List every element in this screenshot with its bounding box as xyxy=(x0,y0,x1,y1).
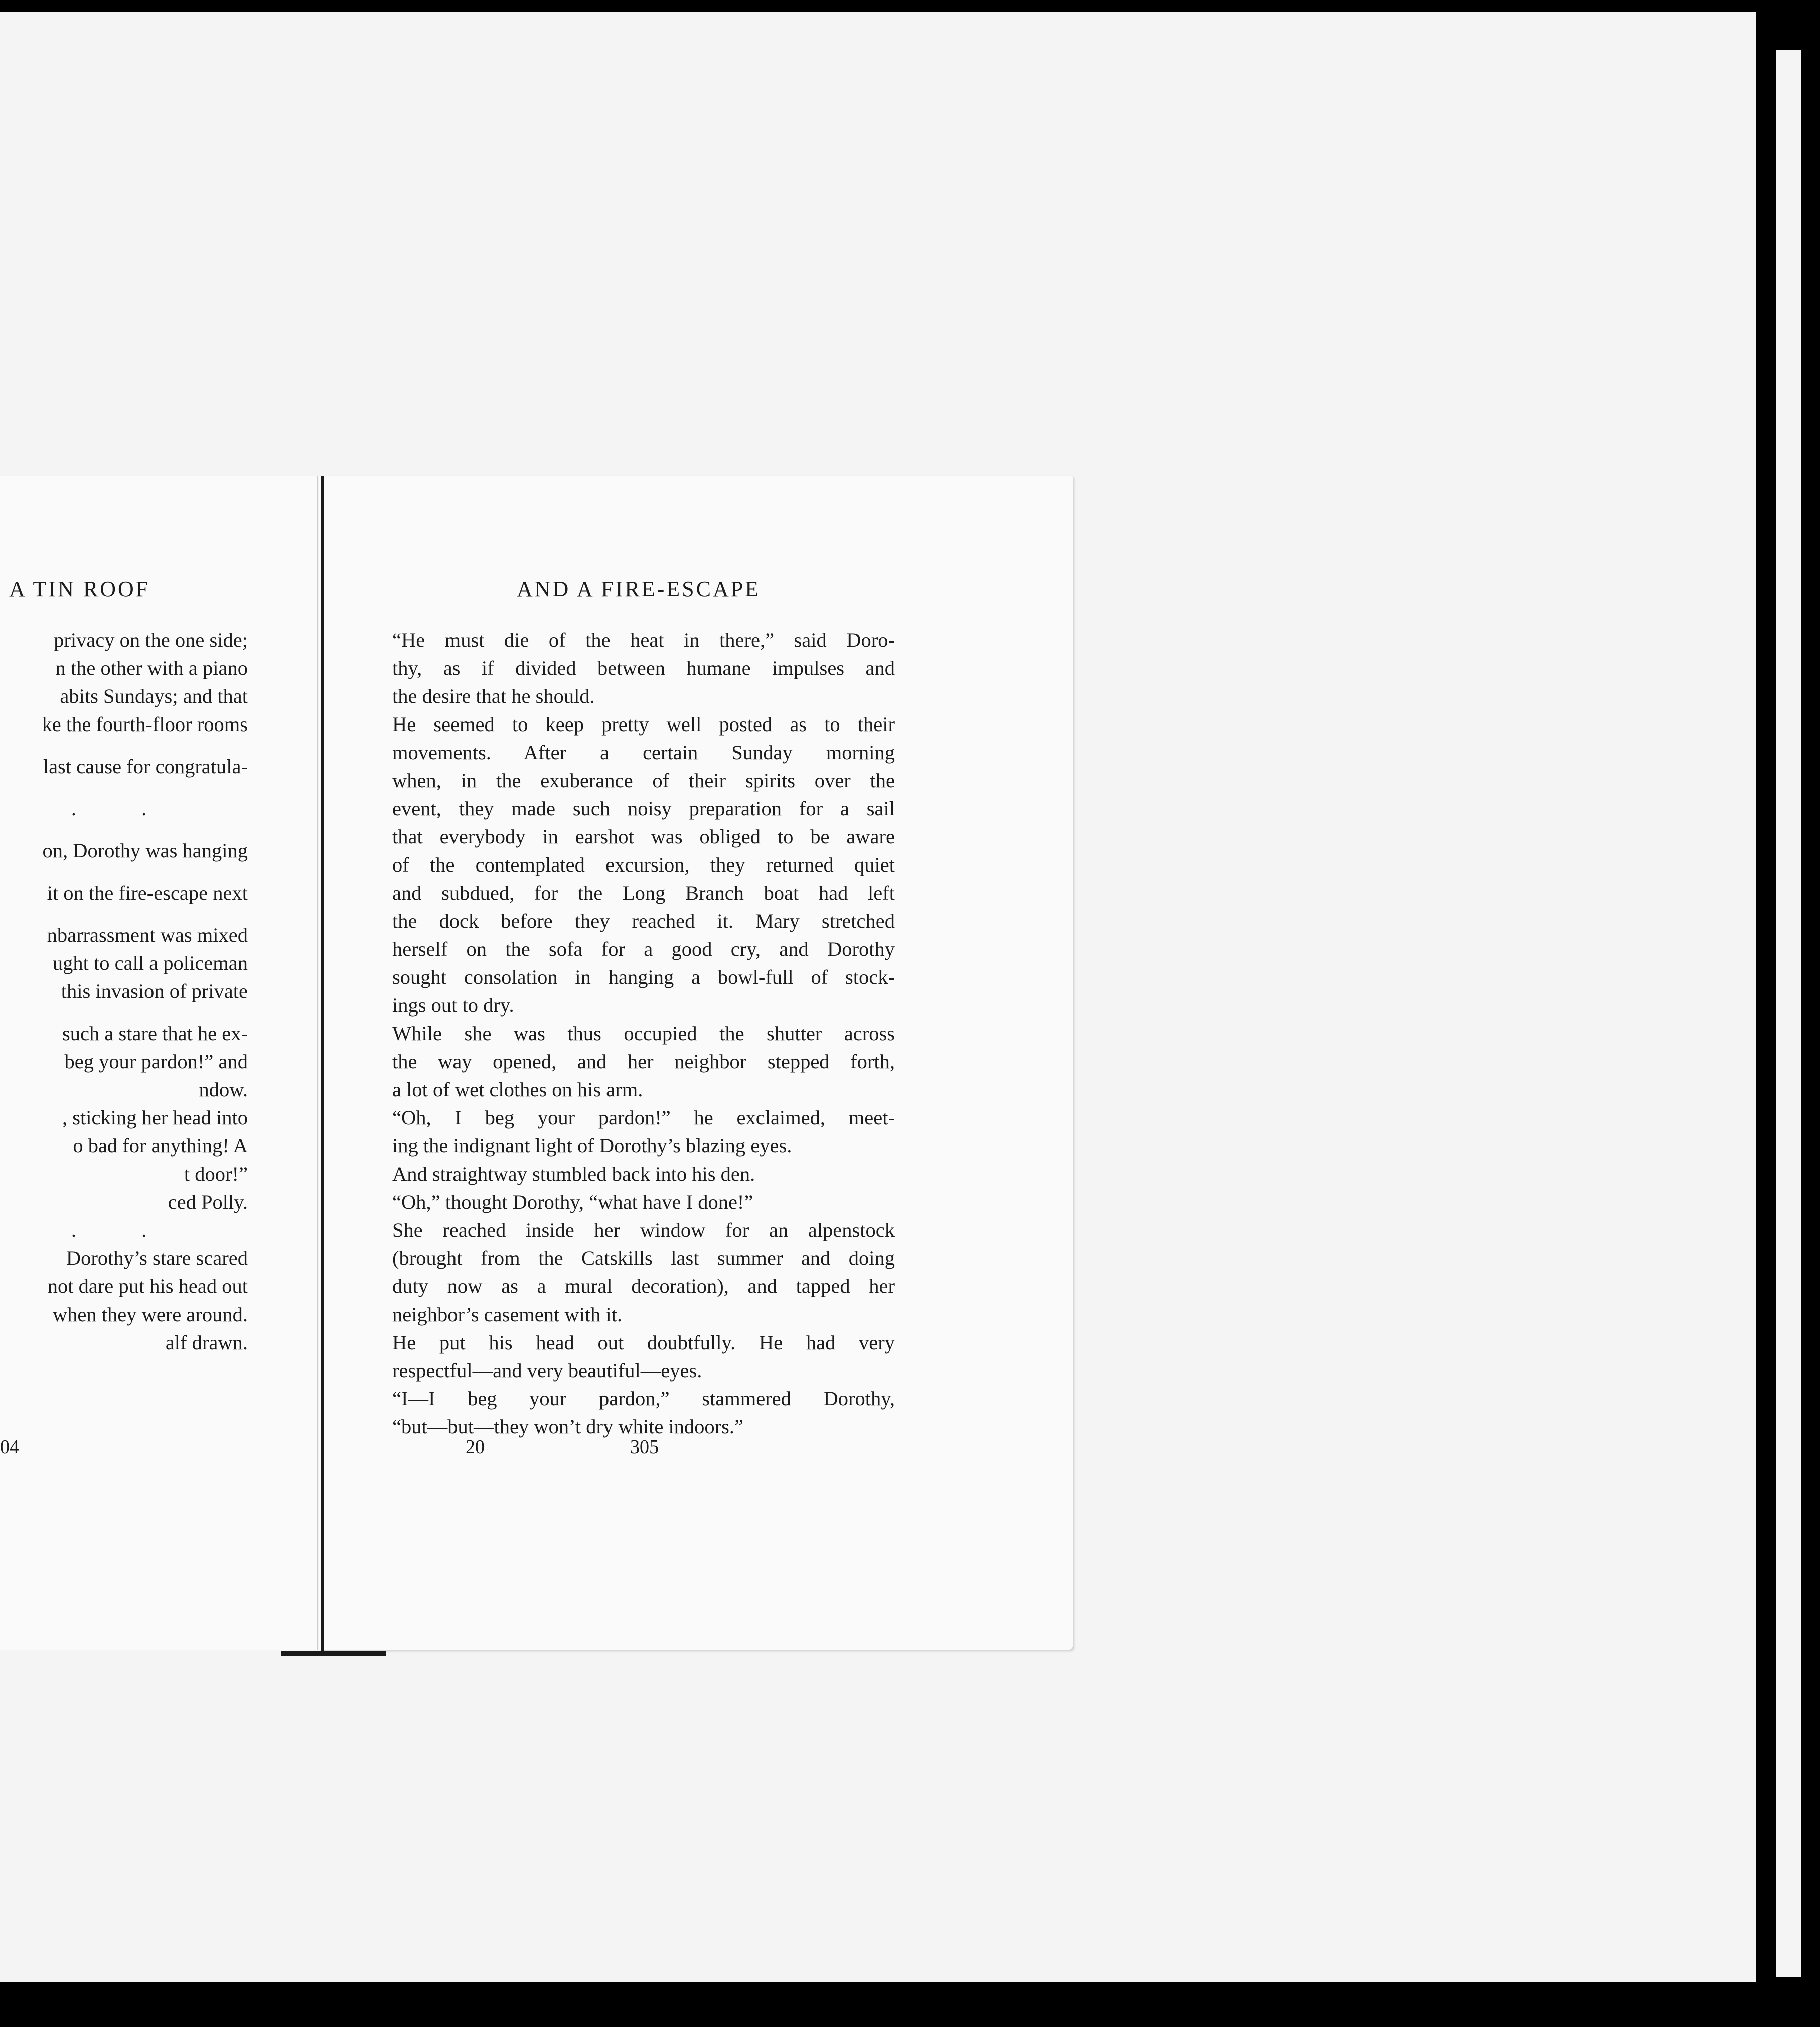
signature-mark: 20 xyxy=(466,1436,485,1458)
right-running-head: AND A FIRE-ESCAPE xyxy=(517,576,761,601)
right-page-number: 305 xyxy=(630,1436,659,1458)
text-line: herself on the sofa for a good cry, and Dorothy xyxy=(392,938,895,960)
text-line: respectful—and very beautiful—eyes. xyxy=(392,1359,702,1382)
text-line: the dock before they reached it. Mary stretched xyxy=(392,910,895,932)
text-line: “Oh, I beg your pardon!” he exclaimed, meet- xyxy=(392,1106,895,1129)
text-line xyxy=(0,1005,248,1020)
text-line: the desire that he should. xyxy=(392,685,595,707)
text-line: n the other with a piano xyxy=(55,657,248,679)
text-line: beg your pardon!” and xyxy=(64,1050,248,1073)
text-line: alf drawn. xyxy=(165,1331,248,1354)
text-line: He seemed to keep pretty well posted as to their xyxy=(392,713,895,736)
text-line: abits Sundays; and that xyxy=(60,685,248,707)
text-line xyxy=(0,739,248,753)
text-line: “I—I beg your pardon,” stammered Dorothy, xyxy=(392,1387,895,1410)
text-line: that everybody in earshot was obliged to be aware xyxy=(392,825,895,848)
text-line: the way opened, and her neighbor stepped forth, xyxy=(392,1050,895,1073)
text-line: and subdued, for the Long Branch boat had left xyxy=(392,882,895,904)
text-line: neighbor’s casement with it. xyxy=(392,1303,623,1326)
text-line: this invasion of private xyxy=(61,980,248,1002)
text-line: nbarrassment was mixed xyxy=(47,924,248,946)
text-line: He put his head out doubtfully. He had very xyxy=(392,1331,895,1354)
text-line: duty now as a mural decoration), and tapped her xyxy=(392,1275,895,1297)
text-line: Dorothy’s stare scared xyxy=(66,1247,248,1269)
text-line: . . xyxy=(71,797,177,820)
film-border-bottom xyxy=(0,1982,1820,2027)
text-line: it on the fire-escape next xyxy=(47,882,248,904)
text-line: , sticking her head into xyxy=(62,1106,248,1129)
text-line: privacy on the one side; xyxy=(54,629,248,651)
text-line: ings out to dry. xyxy=(392,994,514,1017)
text-line xyxy=(0,781,248,795)
text-line: ndow. xyxy=(199,1078,248,1101)
text-line: ught to call a policeman xyxy=(52,952,248,974)
film-border-right xyxy=(1756,0,1776,2027)
book-gutter xyxy=(321,476,324,1655)
text-line: not dare put his head out xyxy=(47,1275,248,1297)
book-gutter-foot xyxy=(281,1651,386,1656)
left-page-number: 04 xyxy=(0,1436,19,1458)
text-line: While she was thus occupied the shutter across xyxy=(392,1022,895,1045)
film-edge-right xyxy=(1801,0,1820,2027)
text-line: ing the indignant light of Dorothy’s blazing eyes. xyxy=(392,1134,792,1157)
text-line: movements. After a certain Sunday morning xyxy=(392,741,895,764)
text-line xyxy=(0,865,248,879)
text-line: “but—but—they won’t dry white indoors.” xyxy=(392,1415,744,1438)
text-line: sought consolation in hanging a bowl-full of stock- xyxy=(392,966,895,988)
text-line: (brought from the Catskills last summer and doing xyxy=(392,1247,895,1269)
text-line: last cause for congratula- xyxy=(43,755,248,778)
text-line: “He must die of the heat in there,” said Doro- xyxy=(392,629,895,651)
text-line: “Oh,” thought Dorothy, “what have I done!” xyxy=(392,1191,753,1213)
text-line: when, in the exuberance of their spirits over the xyxy=(392,769,895,792)
text-line: o bad for anything! A xyxy=(73,1134,248,1157)
text-line: when they were around. xyxy=(52,1303,248,1326)
text-line: event, they made such noisy preparation for a sail xyxy=(392,797,895,820)
text-line: on, Dorothy was hanging xyxy=(42,839,248,862)
text-line: t door!” xyxy=(184,1163,248,1185)
text-line: ced Polly. xyxy=(168,1191,248,1213)
left-page-text xyxy=(0,626,248,1357)
text-line: thy, as if divided between humane impulses and xyxy=(392,657,895,679)
left-running-head: A TIN ROOF xyxy=(9,576,150,601)
text-line: And straightway stumbled back into his den. xyxy=(392,1163,755,1185)
text-line xyxy=(0,823,248,837)
text-line: such a stare that he ex- xyxy=(62,1022,248,1045)
text-line: a lot of wet clothes on his arm. xyxy=(392,1078,643,1101)
film-strip-right xyxy=(1776,50,1801,1977)
text-line: ke the fourth-floor rooms xyxy=(42,713,248,736)
right-page-text xyxy=(392,626,895,1441)
text-line: of the contemplated excursion, they returned quiet xyxy=(392,853,895,876)
text-line: . . xyxy=(71,1219,177,1241)
text-line: She reached inside her window for an alpenstock xyxy=(392,1219,895,1241)
text-line xyxy=(0,907,248,921)
